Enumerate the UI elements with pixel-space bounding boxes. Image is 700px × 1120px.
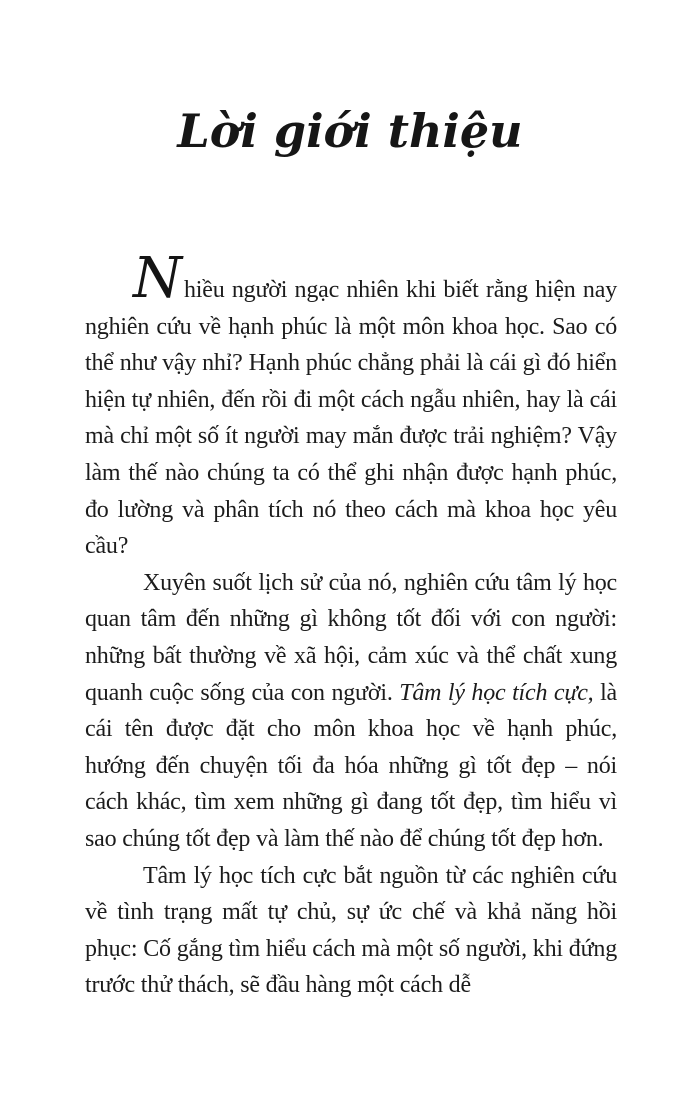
- body-text-segment: là cái tên được đặt cho môn khoa học về hạnh phúc, hướng đến chuyện tối đa hóa những gì tốt đẹp – nói cách khác, tìm xem những gì đang tốt đẹp, tìm hiểu vì sao chúng tốt đẹp và làm thế nào để chúng tốt đẹp hơn.: [85, 679, 617, 852]
- chapter-title: Lời giới thiệu: [177, 104, 523, 158]
- dropcap-initial: N: [133, 246, 182, 311]
- body-text-block: [85, 246, 617, 1004]
- body-text-segment: Tâm lý học tích cực bắt nguồn từ các nghiên cứu về tình trạng mất tự chủ, sự ức chế và khả năng hồi phục: Cố gắng tìm hiểu cách mà một số người, khi đứng trước thử thách, sẽ đầu hàng một cách dễ: [85, 862, 617, 999]
- paragraph: [85, 246, 617, 565]
- body-text-segment: hiều người ngạc nhiên khi biết rằng hiện nay nghiên cứu về hạnh phúc là một môn khoa học. Sao có thể như vậy nhỉ? Hạnh phúc chẳng phải là cái gì đó hiển hiện tự nhiên, đến rồi đi một cách ngẫu nhiên, hay là cái mà chỉ một số ít người may mắn được trải nghiệm? Vậy làm thế nào chúng ta có thể ghi nhận được hạnh phúc, đo lường và phân tích nó theo cách mà khoa học yêu cầu?: [85, 277, 617, 560]
- paragraph: [85, 858, 617, 1004]
- body-text-segment: Xuyên suốt lịch sử của nó, nghiên cứu tâm lý học quan tâm đến những gì không tốt đối với con người: những bất thường về xã hội, cảm xúc và thể chất xung quanh cuộc sống của con người.: [85, 569, 617, 706]
- italic-text-segment: Tâm lý học tích cực,: [399, 679, 594, 706]
- paragraph: [85, 565, 617, 858]
